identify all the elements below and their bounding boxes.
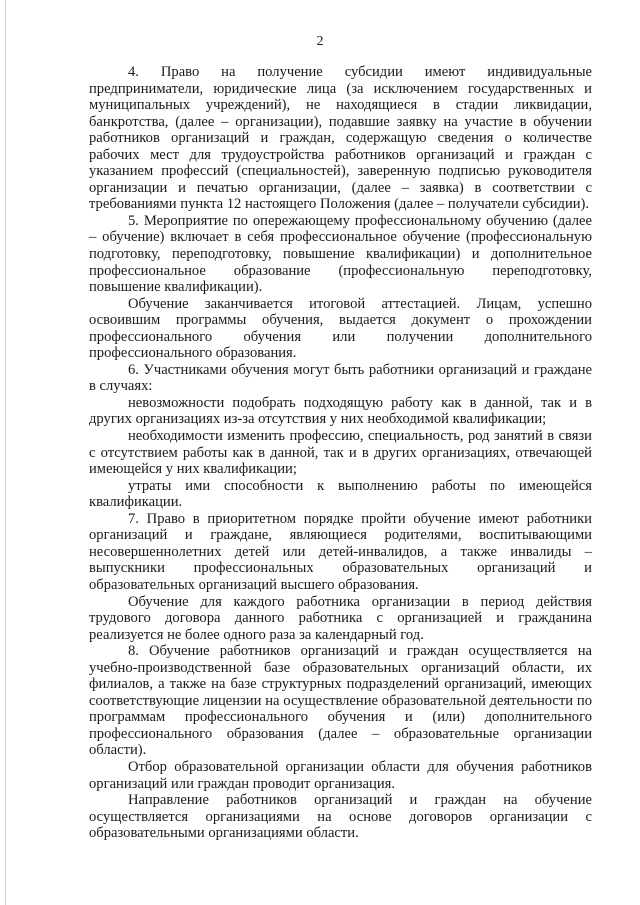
paragraph-item-4: 4. Право на получение субсидии имеют индивидуальные предприниматели, юридические лица (за исключением государственных и муниципальных учреждений), не находящиеся в стадии ликвидации, банкротства, (далее – организации), подавшие заявку на участие в обучении работников организаций и граждан, содержащую сведения о количестве рабочих мест для трудоустройства работников организаций и граждан с указанием профессий (специальностей), заверенную подписью руководителя организации и печатью организации, (далее – заявка) в соответствии с требованиями пункта 12 настоящего Положения (далее – получатели субсидии). (89, 64, 592, 213)
paragraph-case-2: необходимости изменить профессию, специальность, род занятий в связи с отсутствием работы как в данной, так и в других организациях, отвечающей имеющейся у них квалификации; (89, 428, 592, 478)
scan-edge-line (5, 0, 6, 905)
paragraph-item-8-referral: Направление работников организаций и граждан на обучение осуществляется организациями на основе договоров организации с образовательными организациями области. (89, 792, 592, 842)
paragraph-item-5-continuation: Обучение заканчивается итоговой аттестацией. Лицам, успешно освоившим программы обучения, выдается документ о прохождении профессионального обучения или получении дополнительного профессионального образования. (89, 295, 592, 362)
paragraph-item-8: 8. Обучение работников организаций и граждан осуществляется на учебно-производственной базе образовательных организаций области, их филиалов, а также на базе структурных подразделений организаций, имеющих соответствующие лицензии на осуществление образовательной деятельности по программам профессионального обучения и (или) дополнительного профессионального образования (далее – образовательные организации области). (89, 643, 592, 759)
paragraph-item-5: 5. Мероприятие по опережающему профессиональному обучению (далее – обучение) включает в себя профессиональное обучение (профессиональную подготовку, переподготовку, повышение квалификации) и дополнительное профессиональное образование (профессиональную переподготовку, повышение квалификации). (89, 212, 592, 296)
paragraph-item-7-continuation: Обучение для каждого работника организации в период действия трудового договора данного работника с организацией и гражданина реализуется не более одного раза за календарный год. (89, 593, 592, 643)
paragraph-item-7: 7. Право в приоритетном порядке пройти обучение имеют работники организаций и граждане, являющиеся родителями, воспитывающими несовершеннолетних детей или детей-инвалидов, а также инвалиды – выпускники профессиональных образовательных организаций и образовательных организаций высшего образования. (89, 510, 592, 593)
document-body (89, 64, 592, 842)
paragraph-case-1: невозможности подобрать подходящую работу как в данной, так и в других организациях из-за отсутствия у них необходимой квалификации; (89, 394, 592, 428)
page-number: 2 (316, 34, 324, 49)
paragraph-item-8-selection: Отбор образовательной организации области для обучения работников организаций или граждан проводит организация. (89, 758, 592, 792)
paragraph-case-3: утраты ими способности к выполнению работы по имеющейся квалификации. (89, 477, 592, 511)
paragraph-item-6: 6. Участниками обучения могут быть работники организаций и граждане в случаях: (89, 361, 592, 395)
